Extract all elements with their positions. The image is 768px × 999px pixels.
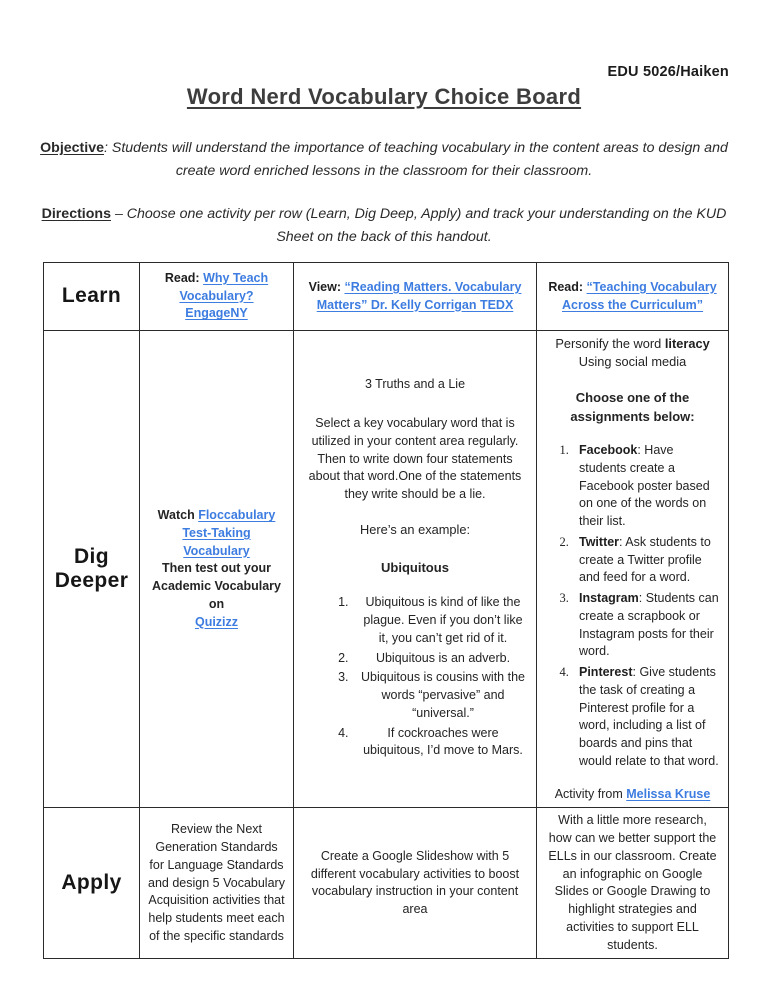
apply-row-label: Apply [61,871,122,895]
choice-board-table [43,262,729,959]
teaching-vocabulary-curriculum-link[interactable]: “Teaching Vocabulary Across the Curriculum” [561,279,717,312]
list-item-twitter [572,534,720,587]
directions-label: Directions [41,206,111,222]
activity-credit [545,786,720,804]
list-item-instagram [572,590,720,661]
list-item: 1. Ubiquitous is kind of like the plague. Even if you don’t like it, you can’t get rid of it. [352,594,528,647]
page-title: Word Nerd Vocabulary Choice Board [186,84,582,109]
view-prefix: View: [308,279,342,294]
truths-heading: 3 Truths and a Lie [364,377,466,392]
apply-cell-ell-infographic: With a little more research, how can we better support the ELLs in our classroom. Create an infographic on Google Slides or Google Drawing to highlight strategies and activities to support ELL students. [537,808,729,959]
watch-middle-text: Then test out your Academic Vocabulary on [152,561,281,611]
platform-name: Facebook [579,443,638,458]
social-media-assignments-list [545,442,720,771]
table-row-apply [44,808,729,959]
platform-name: Instagram [579,591,639,606]
objective-label: Objective [40,140,104,156]
table-row-dig-deeper [44,331,729,808]
list-item: 2. Ubiquitous is an adverb. [352,650,528,668]
apply-row-header-cell [44,808,140,959]
credit-prefix: Activity from [554,786,623,801]
list-item-facebook [572,442,720,531]
dig-deeper-cell-watch [140,331,294,808]
read-prefix: Read: [164,270,200,285]
choose-assignments-heading: Choose one of the assignments below: [570,390,695,424]
table-row-learn [44,263,729,331]
dig-deeper-cell-truths [294,331,537,808]
apply-cell-standards: Review the Next Generation Standards for Language Standards and design 5 Vocabulary Acquisition activities that help students meet each of the specific standards [140,808,294,959]
learn-cell-view-tedx [294,263,537,331]
list-item: 3. Ubiquitous is cousins with the words “pervasive” and “universal.” [352,669,528,722]
learn-row-header-cell [44,263,140,331]
platform-name: Pinterest [579,665,633,680]
objective-paragraph [39,137,729,183]
why-teach-vocabulary-link[interactable]: Why Teach Vocabulary? EngageNY [179,270,269,321]
reading-matters-tedx-link[interactable]: “Reading Matters. Vocabulary Matters” Dr. Kelly Corrigan TEDX [316,279,522,312]
list-item: 4. If cockroaches were ubiquitous, I’d move to Mars. [352,725,528,761]
platform-text: : Give students the task of creating a Pinterest profile for a word, including a list of boards and pins that would relate to that word. [579,665,719,768]
truths-statements-list [306,594,528,760]
dig-deeper-row-label: Dig Deeper [54,545,129,593]
learn-row-label: Learn [61,284,122,308]
truths-example-word: Ubiquitous [381,559,449,575]
objective-text: : Students will understand the importance of teaching vocabulary in the content areas to design and create word enriched lessons in the classroom for their classroom. [104,140,728,179]
personify-line1 [545,335,720,353]
platform-text: : Students can create a scrapbook or Instagram posts for their word. [579,591,719,659]
quizizz-link[interactable]: Quizizz [194,614,239,629]
directions-paragraph [39,203,729,249]
apply-cell-slideshow: Create a Google Slideshow with 5 different vocabulary activities to boost vocabulary instruction in your content area [294,808,537,959]
personify-line2: Using social media [578,354,687,370]
learn-cell-read-engageny [140,263,294,331]
platform-text: : Have students create a Facebook poster based on one of the words on their list. [579,443,710,529]
truths-example-intro: Here’s an example: [359,521,471,537]
platform-name: Twitter [579,534,620,549]
personify-prefix: Personify the word [555,336,662,351]
list-item-pinterest [572,664,720,771]
read-prefix: Read: [548,279,584,294]
learn-cell-read-curriculum [537,263,729,331]
floccabulary-link[interactable]: Floccabulary Test-Taking Vocabulary [182,508,276,558]
watch-prefix: Watch [157,508,195,523]
course-code: EDU 5026/Haiken [607,64,729,80]
dig-deeper-cell-personify [537,331,729,808]
directions-text: – Choose one activity per row (Learn, Dig Deep, Apply) and track your understanding on the KUD Sheet on the back of this handout. [114,206,727,245]
personify-word: literacy [664,336,710,351]
platform-text: : Ask students to create a Twitter profile and feed for a word. [579,534,711,585]
melissa-kruse-link[interactable]: Melissa Kruse [626,786,711,801]
dig-deeper-row-header-cell [44,331,140,808]
truths-instructions: Select a key vocabulary word that is utilized in your content area regularly. Then to write down four statements about that word.One of the statements they write should be a lie. [308,416,522,502]
